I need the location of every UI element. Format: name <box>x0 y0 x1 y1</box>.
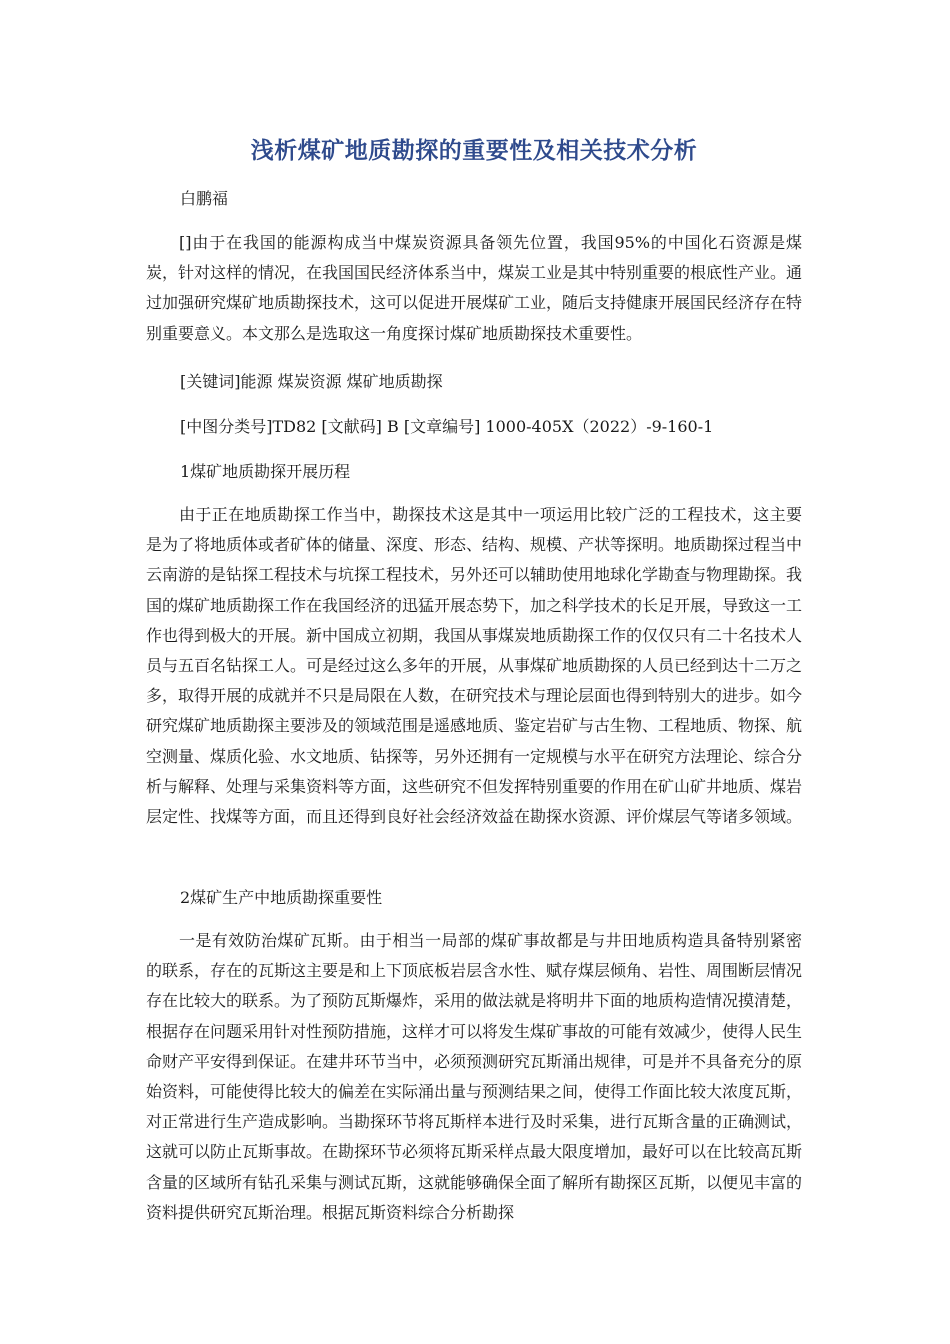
article-author: 白鹏福 <box>180 189 229 208</box>
section-2-heading: 2煤矿生产中地质勘探重要性 <box>180 888 383 907</box>
article-title: 浅析煤矿地质勘探的重要性及相关技术分析 <box>250 138 698 164</box>
section-2-paragraph: 一是有效防治煤矿瓦斯。由于相当一局部的煤矿事故都是与井田地质构造具备特别紧密的联系，存在的瓦斯这主要是和上下顶底板岩层含水性、赋存煤层倾角、岩性、周围断层情况存在比较大的联系。为了预防瓦斯爆炸，采用的做法就是将明井下面的地质构造情况摸清楚，根据存在问题采用针对性预防措施，这样才可以将发生煤矿事故的可能有效减少，使得人民生命财产平安得到保证。在建井环节当中，必须预测研究瓦斯涌出规律，可是并不具备充分的原始资料，可能使得比较大的偏差在实际涌出量与预测结果之间，使得工作面比较大浓度瓦斯，对正常进行生产造成影响。当勘探环节将瓦斯样本进行及时采集，进行瓦斯含量的正确测试，这就可以防止瓦斯事故。在勘探环节必须将瓦斯采样点最大限度增加，最好可以在比较高瓦斯含量的区域所有钻孔采集与测试瓦斯，这就能够确保全面了解所有勘探区瓦斯，以便见丰富的资料提供研究瓦斯治理。根据瓦斯资料综合分析勘探 <box>146 931 803 1222</box>
section-1-paragraph: 由于正在地质勘探工作当中，勘探技术这是其中一项运用比较广泛的工程技术，这主要是为了将地质体或者矿体的储量、深度、形态、结构、规模、产状等探明。地质勘探过程当中云南游的是钻探工程技术与坑探工程技术，另外还可以辅助使用地球化学勘查与物理勘探。我国的煤矿地质勘探工作在我国经济的迅猛开展态势下，加之科学技术的长足开展，导致这一工作也得到极大的开展。新中国成立初期，我国从事煤炭地质勘探工作的仅仅只有二十名技术人员与五百名钻探工人。可是经过这么多年的开展，从事煤矿地质勘探的人员已经到达十二万之多，取得开展的成就并不只是局限在人数，在研究技术与理论层面也得到特别大的进步。如今研究煤矿地质勘探主要涉及的领域范围是遥感地质、鉴定岩矿与古生物、工程地质、物探、航空测量、煤质化验、水文地质、钻探等，另外还拥有一定规模与水平在研究方法理论、综合分析与解释、处理与采集资料等方面，这些研究不但发挥特别重要的作用在矿山矿井地质、煤岩层定性、找煤等方面，而且还得到良好社会经济效益在勘探水资源、评价煤层气等诸多领域。 <box>146 505 803 827</box>
keywords-line: [关键词]能源 煤炭资源 煤矿地质勘探 <box>180 372 443 391</box>
abstract-paragraph: []由于在我国的能源构成当中煤炭资源具备领先位置，我国95%的中国化石资源是煤炭，针对这样的情况，在我国国民经济体系当中，煤炭工业是其中特别重要的根底性产业。通过加强研究煤矿地质勘探技术，这可以促进开展煤矿工业，随后支持健康开展国民经济存在特别重要意义。本文那么是选取这一角度探讨煤矿地质勘探技术重要性。 <box>146 233 803 343</box>
classification-line: [中图分类号]TD82 [文献码] B [文章编号] 1000-405X（2022）-9-160-1 <box>180 417 714 436</box>
section-1-heading: 1煤矿地质勘探开展历程 <box>180 462 351 481</box>
